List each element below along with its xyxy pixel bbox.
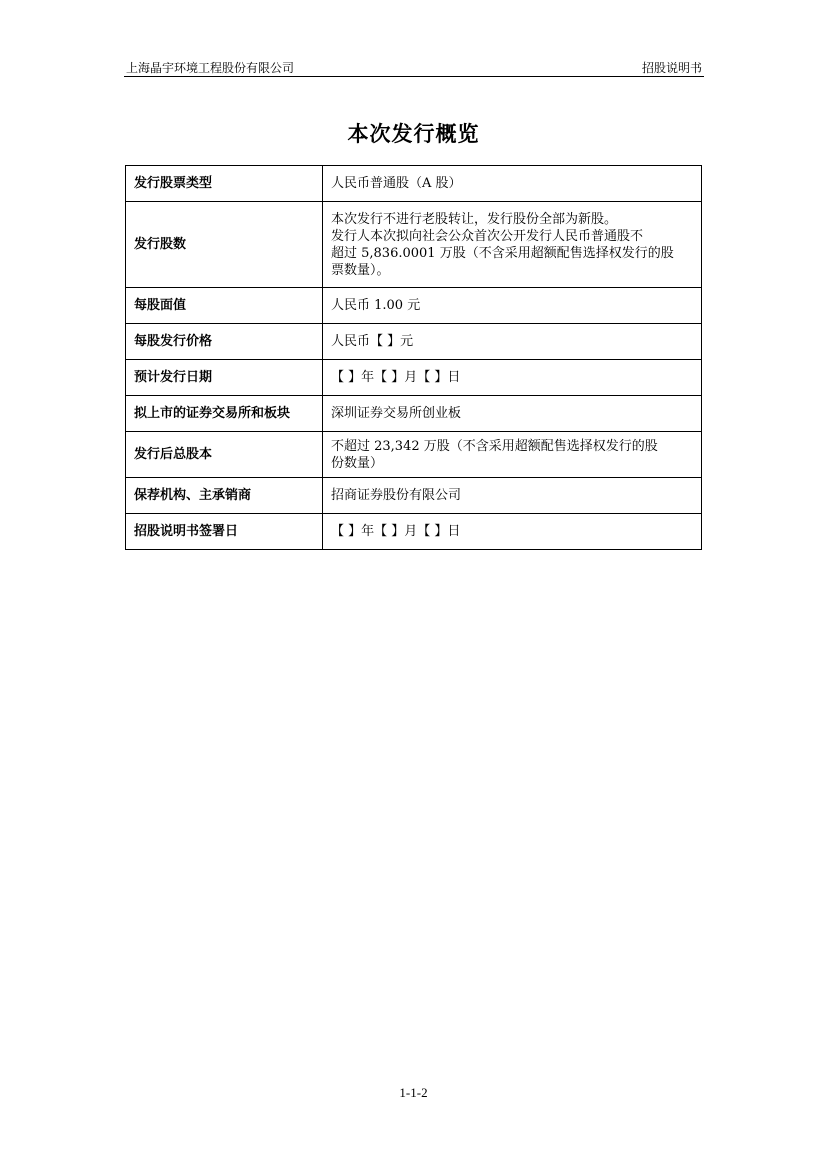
row-value — [323, 360, 702, 396]
value-line: 深圳证券交易所创业板 — [331, 406, 462, 421]
value-line: 人民币普通股（A 股） — [331, 176, 462, 191]
header-company-name: 上海晶宇环境工程股份有限公司 — [126, 61, 295, 75]
value-line: 票数量）。 — [331, 262, 390, 278]
row-label: 保荐机构、主承销商 — [126, 478, 323, 514]
page-title: 本次发行概览 — [347, 122, 480, 146]
value-line: 不超过 23,342 万股（不含采用超额配售选择权发行的股 — [331, 438, 658, 454]
offering-overview-table — [125, 165, 702, 550]
table-row — [126, 288, 702, 324]
row-value — [323, 478, 702, 514]
value-line: 份数量） — [331, 455, 384, 471]
value-line: 超过 5,836.0001 万股（不含采用超额配售选择权发行的股 — [331, 245, 674, 261]
value-line: 发行人本次拟向社会公众首次公开发行人民币普通股不 — [331, 228, 644, 244]
row-label: 发行后总股本 — [126, 432, 323, 478]
table-row — [126, 396, 702, 432]
value-line: 本次发行不进行老股转让，发行股份全部为新股。 — [331, 211, 618, 227]
row-label: 拟上市的证券交易所和板块 — [126, 396, 323, 432]
table-row — [126, 166, 702, 202]
row-value — [323, 396, 702, 432]
header-document-type: 招股说明书 — [641, 61, 702, 75]
value-line: 人民币 1.00 元 — [331, 298, 421, 313]
table-row — [126, 202, 702, 288]
row-value — [323, 202, 702, 288]
row-value — [323, 432, 702, 478]
row-value — [323, 166, 702, 202]
page-number: 1-1-2 — [399, 1085, 428, 1100]
row-label: 每股面值 — [126, 288, 323, 324]
value-line: 【 】年【 】月【 】日 — [331, 370, 461, 385]
table-row — [126, 432, 702, 478]
row-label: 每股发行价格 — [126, 324, 323, 360]
value-line: 【 】年【 】月【 】日 — [331, 524, 461, 539]
table-row — [126, 360, 702, 396]
row-value — [323, 514, 702, 550]
row-label: 预计发行日期 — [126, 360, 323, 396]
row-value — [323, 288, 702, 324]
row-label: 发行股数 — [126, 202, 323, 288]
table-row — [126, 514, 702, 550]
row-label: 发行股票类型 — [126, 166, 323, 202]
row-label: 招股说明书签署日 — [126, 514, 323, 550]
table-row — [126, 324, 702, 360]
value-line: 人民币【 】元 — [331, 334, 414, 349]
value-line: 招商证券股份有限公司 — [331, 488, 462, 503]
table-row — [126, 478, 702, 514]
overview-table-body — [126, 166, 702, 550]
row-value — [323, 324, 702, 360]
page-header — [124, 56, 704, 77]
